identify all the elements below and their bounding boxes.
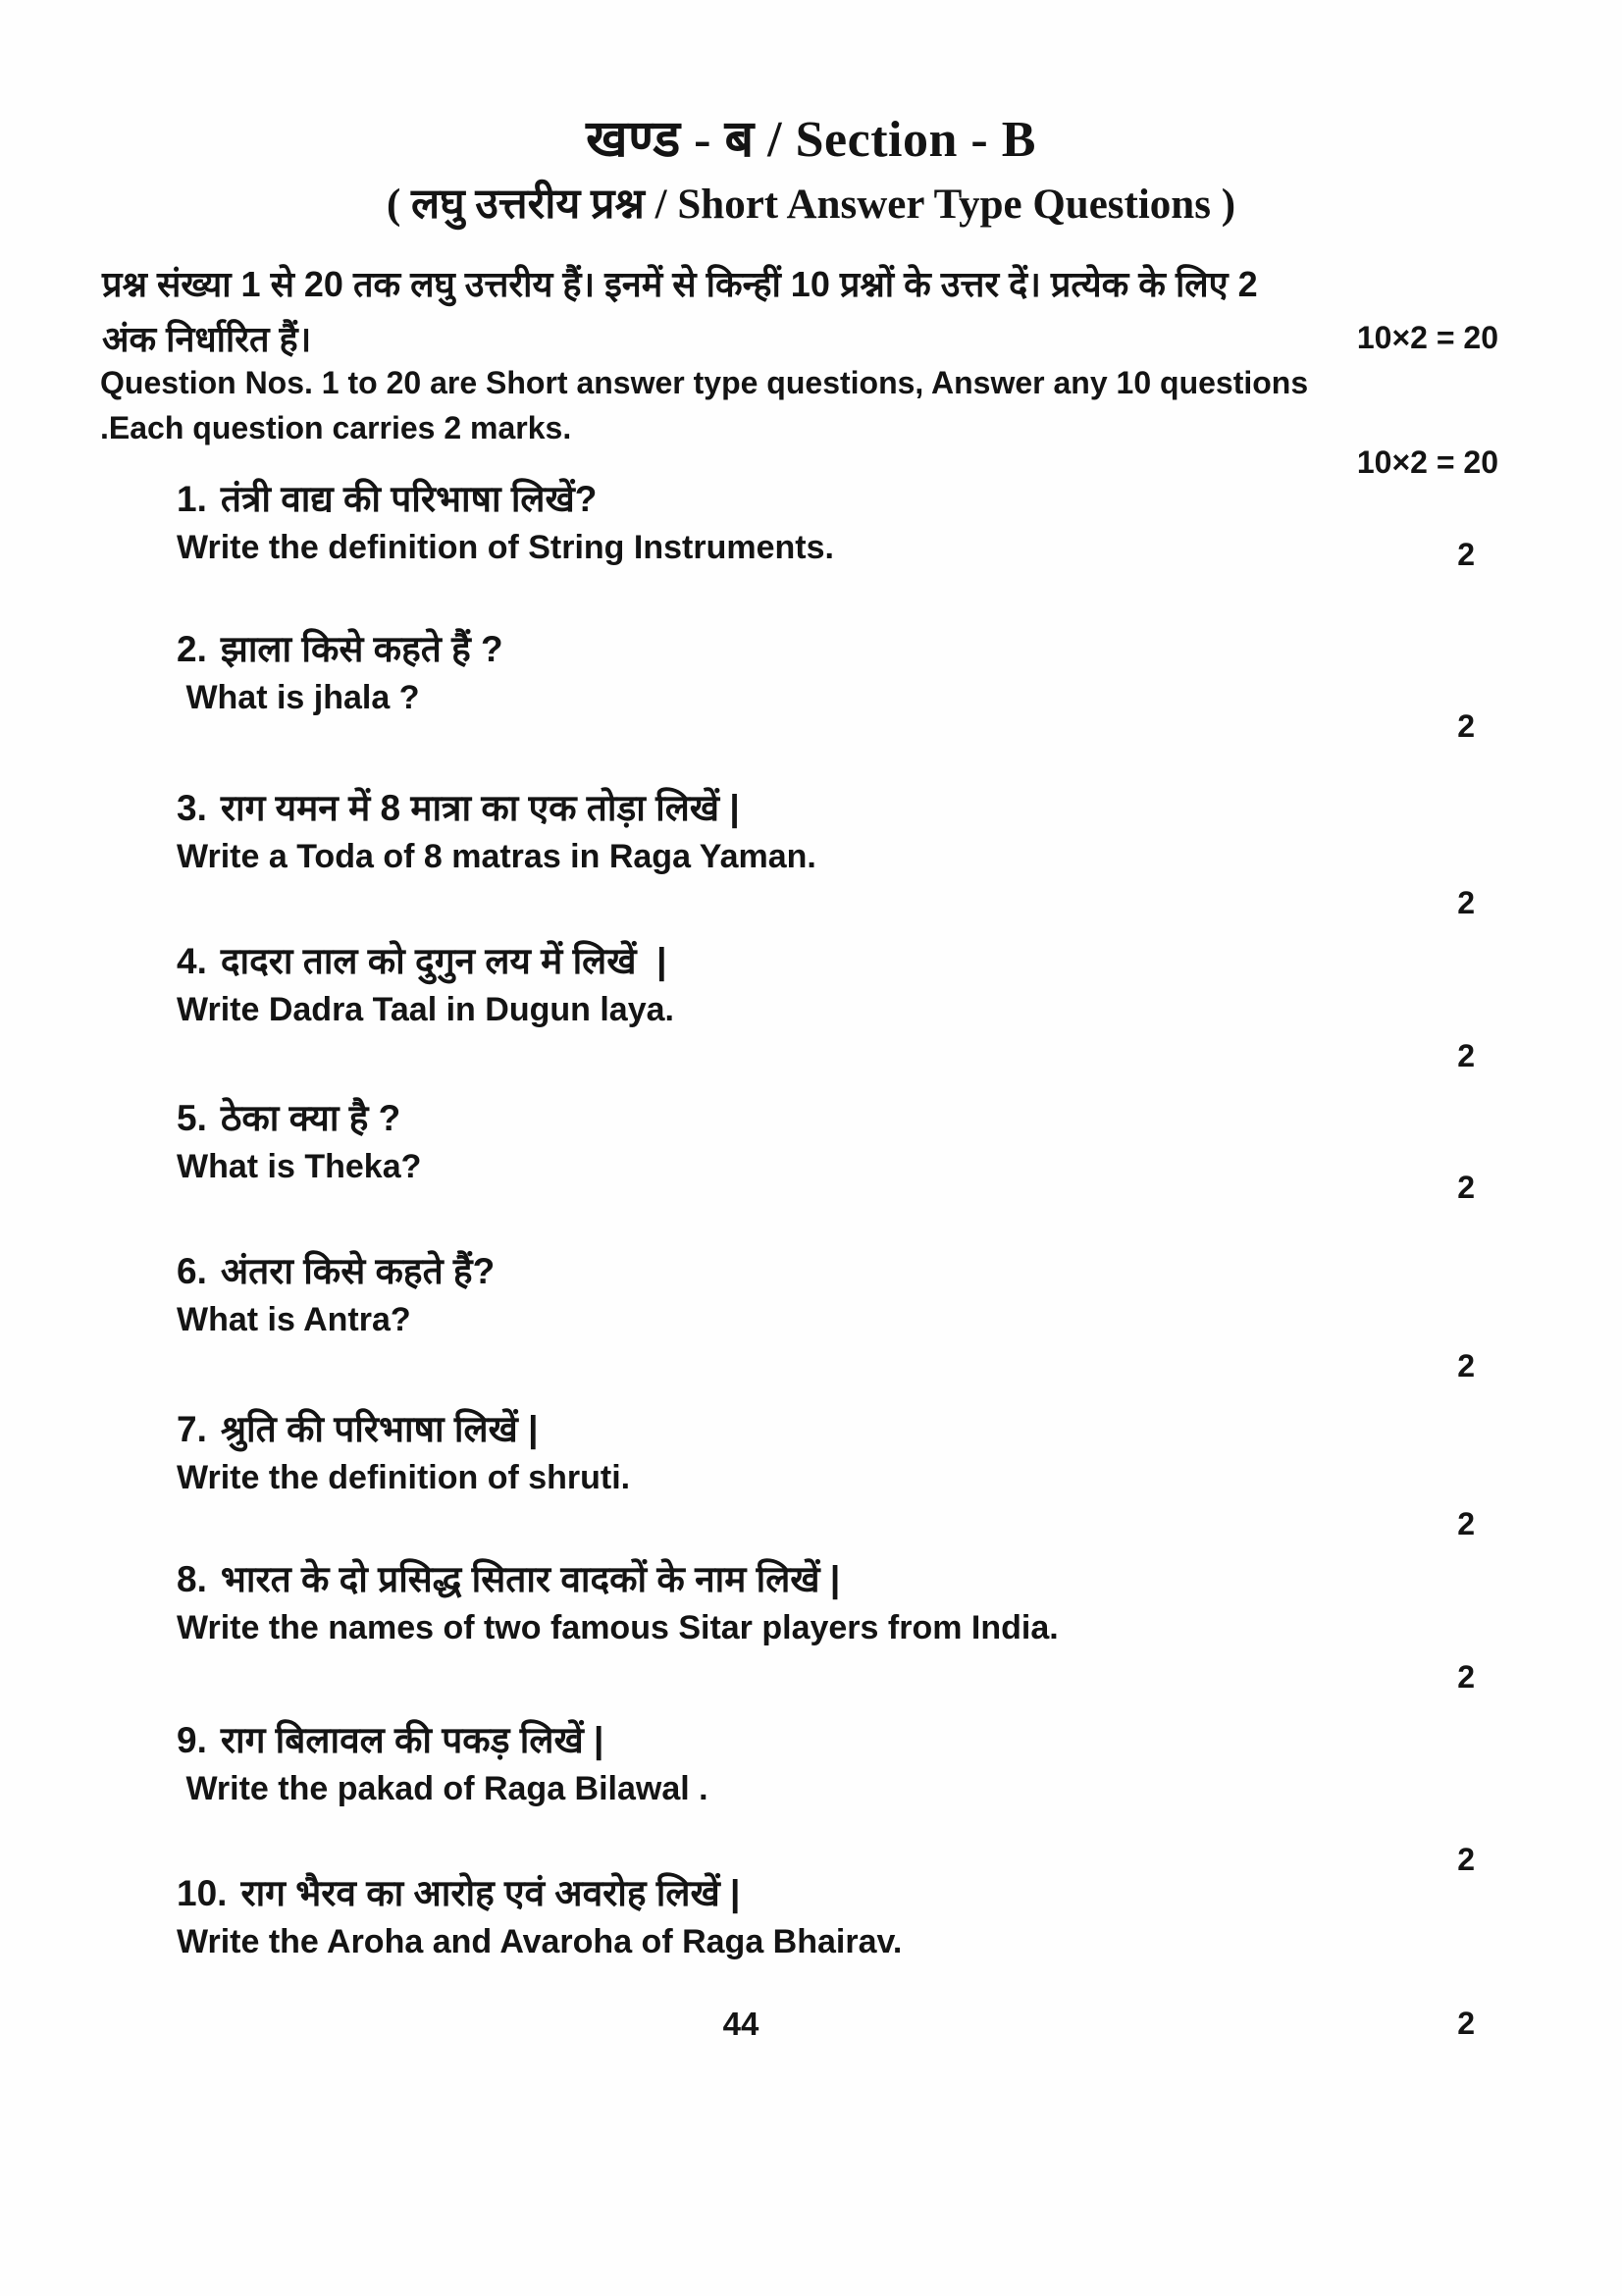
question-4 [177, 934, 1622, 1073]
instructions-english-line1: Question Nos. 1 to 20 are Short answer type questions, Answer any 10 questions [100, 365, 1309, 400]
question-marks: 2 [1457, 1038, 1475, 1073]
question-text-english: What is Theka? [177, 1148, 422, 1185]
question-2 [177, 622, 1622, 744]
question-text-english: Write the names of two famous Sitar players from India. [177, 1609, 1059, 1646]
instructions-hindi-line1: प्रश्न संख्या 1 से 20 तक लघु उत्तरीय हैं। इनमें से किन्हीं 10 प्रश्नों के उत्तर दें। प्रत्येक के लिए 2 [102, 264, 1258, 304]
question-number: 6. [177, 1251, 207, 1291]
question-marks: 2 [1457, 1170, 1475, 1205]
question-5 [177, 1091, 1622, 1205]
instructions-english-line2: .Each question carries 2 marks. [100, 410, 572, 445]
question-1 [177, 472, 1622, 572]
question-marks: 2 [1457, 537, 1475, 572]
question-marks: 2 [1457, 1842, 1475, 1877]
question-text-hindi [177, 934, 1622, 984]
marks-formula: 10×2 = 20 [1356, 320, 1498, 355]
marks-formula-repeat: 10×2 = 20 [1356, 444, 1498, 480]
question-text-english: Write the definition of String Instruments. [177, 529, 834, 566]
question-text-hindi [177, 1552, 1622, 1602]
instructions-hindi-line2: अंक निर्धारित हैं। [102, 319, 312, 359]
question-text-english: Write the Aroha and Avaroha of Raga Bhairav. [177, 1923, 903, 1960]
question-text-hindi [177, 622, 1622, 672]
question-number: 7. [177, 1409, 207, 1449]
question-9 [177, 1713, 1622, 1877]
question-marks: 2 [1457, 1348, 1475, 1383]
question-number: 8. [177, 1559, 207, 1599]
question-text-hindi [177, 1402, 1622, 1452]
question-text-english: Write Dadra Taal in Dugun laya. [177, 991, 674, 1028]
question-8 [177, 1552, 1622, 1695]
question-number: 9. [177, 1720, 207, 1760]
question-text-hindi [177, 781, 1622, 831]
question-number: 4. [177, 941, 207, 981]
question-text-english: What is jhala ? [177, 679, 420, 716]
question-hindi-text: अंतरा किसे कहते हैं? [220, 1251, 496, 1291]
question-text-english: Write the definition of shruti. [177, 1459, 631, 1496]
question-number: 5. [177, 1098, 207, 1138]
question-7 [177, 1402, 1622, 1541]
question-hindi-text: दादरा ताल को दुगुन लय में लिखें | [220, 941, 667, 981]
section-title: खण्ड - ब / Section - B [586, 112, 1036, 168]
question-text-english: Write the pakad of Raga Bilawal . [177, 1770, 708, 1807]
question-marks: 2 [1457, 2006, 1475, 2041]
question-text-english: Write a Toda of 8 matras in Raga Yaman. [177, 838, 816, 875]
question-text-english: What is Antra? [177, 1301, 411, 1338]
question-hindi-text: राग भैरव का आरोह एवं अवरोह लिखें | [240, 1873, 741, 1913]
question-marks: 2 [1457, 885, 1475, 920]
question-hindi-text: झाला किसे कहते हैं ? [220, 629, 503, 669]
question-hindi-text: राग बिलावल की पकड़ लिखें | [220, 1720, 604, 1760]
section-subtitle: ( लघु उत्तरीय प्रश्न / Short Answer Type Questions ) [386, 182, 1236, 228]
question-text-hindi [177, 1244, 1622, 1294]
question-text-hindi [177, 1713, 1622, 1763]
question-hindi-text: तंत्री वाद्य की परिभाषा लिखें? [220, 479, 598, 519]
question-number: 3. [177, 788, 207, 828]
question-hindi-text: ठेका क्या है ? [220, 1098, 401, 1138]
question-marks: 2 [1457, 1659, 1475, 1695]
page-number: 44 [722, 2006, 759, 2042]
question-marks: 2 [1457, 1506, 1475, 1541]
question-number: 2. [177, 629, 207, 669]
question-number: 1. [177, 479, 207, 519]
question-hindi-text: श्रुति की परिभाषा लिखें | [220, 1409, 539, 1449]
question-hindi-text: भारत के दो प्रसिद्ध सितार वादकों के नाम लिखें | [220, 1559, 841, 1599]
question-text-hindi [177, 1866, 1622, 1916]
question-hindi-text: राग यमन में 8 मात्रा का एक तोड़ा लिखें | [220, 788, 740, 828]
question-number: 10. [177, 1873, 228, 1913]
question-text-hindi [177, 472, 1622, 522]
question-3 [177, 781, 1622, 920]
question-6 [177, 1244, 1622, 1383]
question-marks: 2 [1457, 708, 1475, 744]
question-text-hindi [177, 1091, 1622, 1141]
